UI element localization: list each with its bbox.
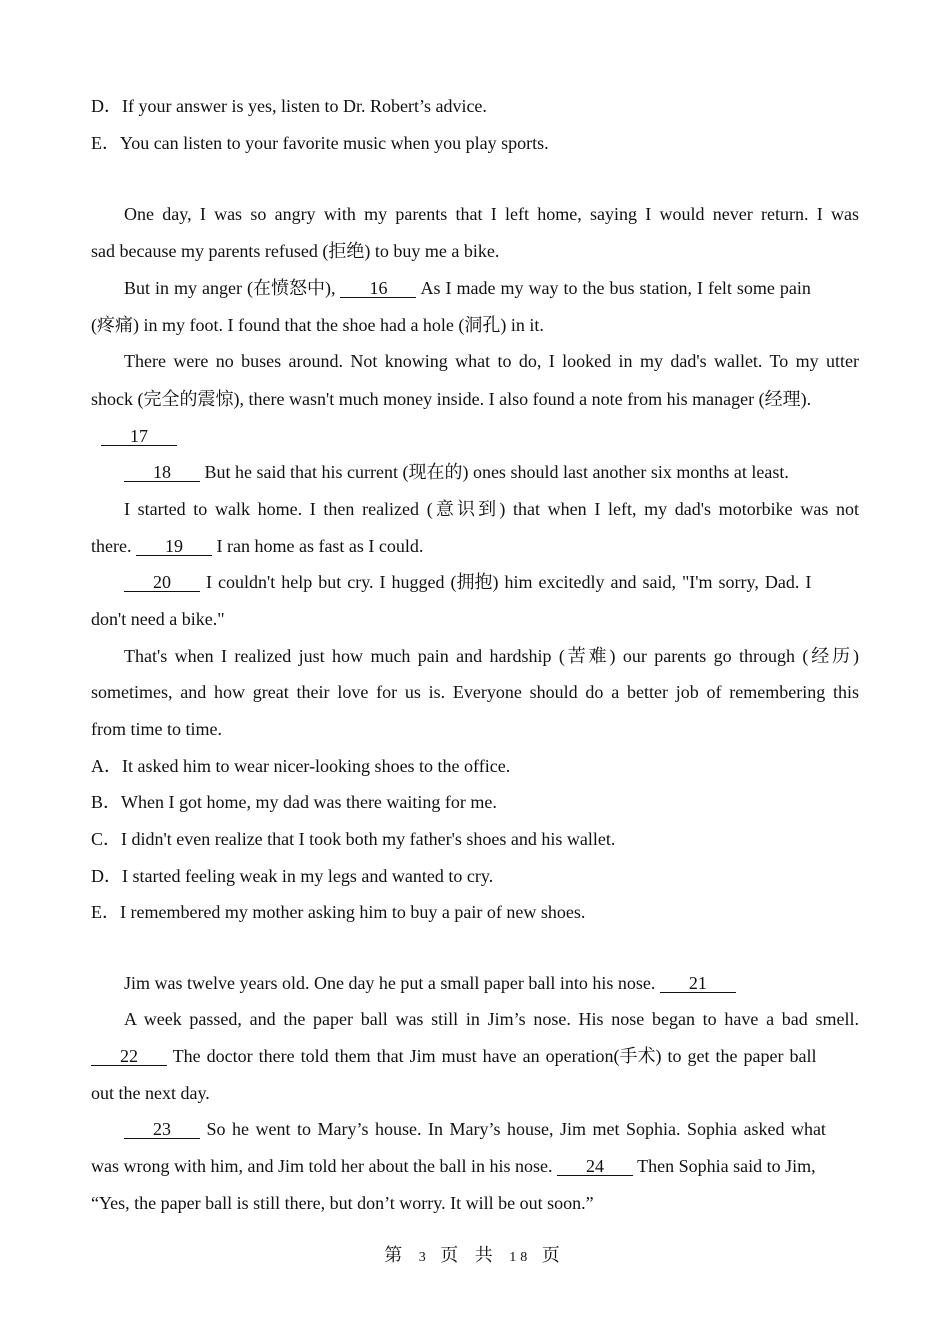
passage3-paragraph-2-line-2 — [91, 1045, 817, 1067]
passage2-paragraph-2-line-2: (疼痛) in my foot. I found that the shoe had a hole (洞孔) in it. — [91, 315, 544, 335]
footer-middle: 页 共 — [440, 1245, 499, 1265]
passage2-paragraph-5-line-1: I started to walk home. I then realized (意识到) that when I left, my dad's motorbike was not — [124, 499, 859, 519]
text-segment: As I made my way to the bus station, I felt some pain — [416, 278, 811, 298]
passage2-option-b: B．When I got home, my dad was there waiting for me. — [91, 792, 497, 812]
passage2-blank-17-line — [101, 425, 177, 447]
passage2-option-c: C．I didn't even realize that I took both my father's shoes and his wallet. — [91, 829, 616, 849]
footer-total-pages: 18 — [509, 1250, 532, 1265]
answer-blank-22: 22 — [91, 1047, 167, 1066]
passage2-paragraph-7-line-2: sometimes, and how great their love for us is. Everyone should do a better job of remembering this — [91, 682, 859, 702]
answer-blank-21: 21 — [660, 974, 736, 993]
passage3-paragraph-2-line-1: A week passed, and the paper ball was still in Jim’s nose. His nose began to have a bad smell. — [124, 1009, 859, 1029]
text-segment: But in my anger (在愤怒中), — [124, 278, 341, 298]
passage2-paragraph-7-line-1: That's when I realized just how much pain and hardship (苦难) our parents go through (经历) — [124, 646, 859, 666]
passage3-paragraph-2-line-3: out the next day. — [91, 1083, 210, 1103]
answer-blank-18: 18 — [124, 463, 200, 482]
answer-blank-20: 20 — [124, 573, 200, 592]
answer-blank-19: 19 — [136, 537, 212, 556]
text-segment: I couldn't help but cry. I hugged (拥抱) him excitedly and said, "I'm sorry, Dad. I — [200, 572, 812, 592]
text-segment: there. — [91, 536, 136, 556]
passage2-paragraph-6-line-1 — [124, 571, 811, 593]
passage2-paragraph-1-line-2: sad because my parents refused (拒绝) to buy me a bike. — [91, 241, 500, 261]
passage2-paragraph-1-line-1: One day, I was so angry with my parents that I left home, saying I would never return. I was — [124, 204, 859, 224]
passage2-paragraph-5-line-2 — [91, 535, 423, 557]
passage2-paragraph-3-line-1: There were no buses around. Not knowing what to do, I looked in my dad's wallet. To my utter — [124, 351, 859, 371]
passage2-paragraph-2-line-1 — [124, 277, 811, 299]
text-segment: Then Sophia said to Jim, — [632, 1156, 816, 1176]
answer-blank-23: 23 — [124, 1120, 200, 1139]
text-segment: Jim was twelve years old. One day he put a small paper ball into his nose. — [124, 973, 660, 993]
passage2-paragraph-7-line-3: from time to time. — [91, 719, 222, 739]
passage2-option-a: A．It asked him to wear nicer-looking shoes to the office. — [91, 756, 511, 776]
answer-blank-24: 24 — [557, 1157, 633, 1176]
passage3-paragraph-3-line-1 — [124, 1118, 826, 1140]
passage3-paragraph-3-line-2 — [91, 1155, 816, 1177]
page-footer — [0, 1241, 950, 1267]
passage2-paragraph-6-line-2: don't need a bike." — [91, 609, 225, 629]
text-segment: I ran home as fast as I could. — [211, 536, 424, 556]
passage3-paragraph-3-line-3: “Yes, the paper ball is still there, but don’t worry. It will be out soon.” — [91, 1193, 594, 1213]
footer-suffix: 页 — [541, 1245, 566, 1265]
footer-page-number: 3 — [418, 1250, 430, 1265]
passage2-option-e: E．I remembered my mother asking him to buy a pair of new shoes. — [91, 902, 586, 922]
answer-blank-17: 17 — [101, 427, 177, 446]
passage3-paragraph-1-line-1 — [124, 972, 736, 994]
footer-prefix: 第 — [384, 1245, 409, 1265]
passage2-paragraph-3-line-2: shock (完全的震惊), there wasn't much money inside. I also found a note from his manager (经理). — [91, 389, 812, 409]
text-segment: The doctor there told them that Jim must have an operation(手术) to get the paper ball — [167, 1046, 817, 1066]
answer-blank-16: 16 — [340, 279, 416, 298]
passage2-paragraph-4-line-1 — [124, 461, 789, 483]
option-e-line: E．You can listen to your favorite music when you play sports. — [91, 133, 549, 153]
passage2-option-d: D．I started feeling weak in my legs and wanted to cry. — [91, 866, 494, 886]
text-segment: So he went to Mary’s house. In Mary’s house, Jim met Sophia. Sophia asked what — [200, 1119, 826, 1139]
option-d-line: D．If your answer is yes, listen to Dr. Robert’s advice. — [91, 96, 487, 116]
text-segment: But he said that his current (现在的) ones should last another six months at least. — [200, 462, 789, 482]
text-segment: was wrong with him, and Jim told her about the ball in his nose. — [91, 1156, 557, 1176]
